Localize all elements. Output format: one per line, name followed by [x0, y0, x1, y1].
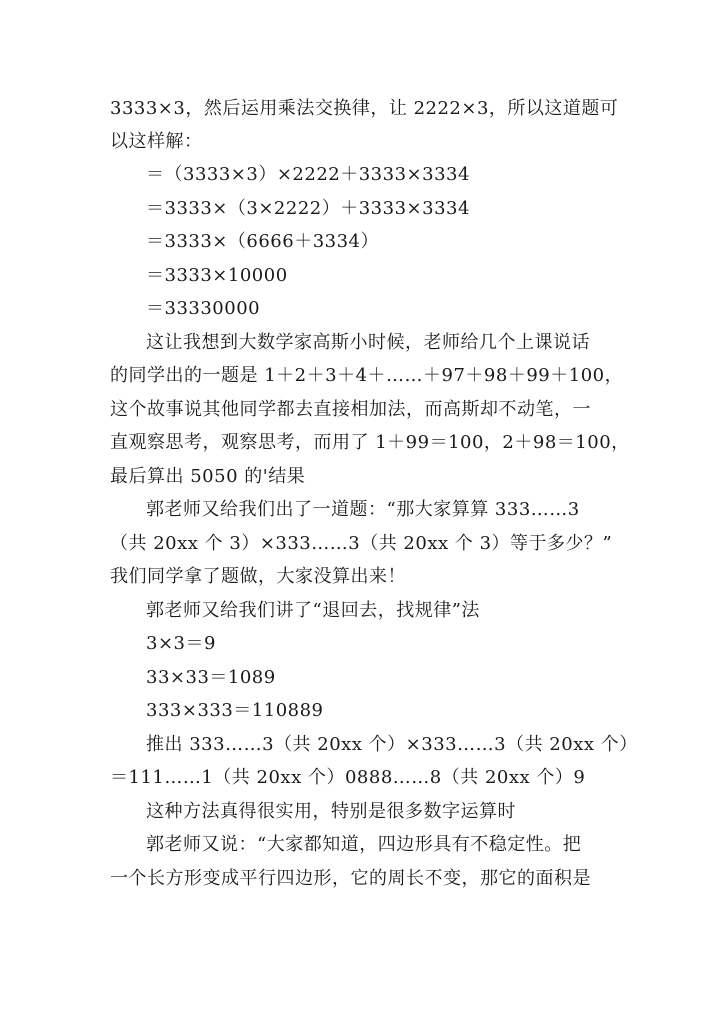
- text-line: 我们同学拿了题做，大家没算出来！: [110, 566, 406, 587]
- text-line: ＝111……1（共 20xx 个）0888……8（共 20xx 个）9: [110, 767, 586, 788]
- text-line: 这个故事说其他同学都去直接相加法，而高斯却不动笔，一: [110, 399, 591, 420]
- text-line: 这让我想到大数学家高斯小时候，老师给几个上课说话: [146, 332, 590, 353]
- text-line: 最后算出 5050 的'结果: [110, 466, 306, 487]
- text-line: 这种方法真得很实用，特别是很多数字运算时: [146, 801, 516, 822]
- equation-line: ＝33330000: [146, 298, 261, 319]
- text-line: 郭老师又给我们出了一道题：“那大家算算 333……3: [146, 499, 580, 520]
- equation-line: 33×33＝1089: [146, 667, 276, 688]
- equation-line: ＝（3333×3）×2222＋3333×3334: [146, 164, 470, 185]
- text-line: 的同学出的一题是 1＋2＋3＋4＋……＋97＋98＋99＋100，: [110, 365, 624, 386]
- text-line: 以这样解：: [110, 131, 203, 152]
- equation-line: 333×333＝110889: [146, 700, 324, 721]
- equation-line: 3×3＝9: [146, 633, 216, 654]
- equation-line: ＝3333×（6666＋3334）: [146, 231, 380, 252]
- text-line: 3333×3，然后运用乘法交换律，让 2222×3，所以这道题可: [110, 98, 619, 119]
- text-line: 推出 333……3（共 20xx 个）×333……3（共 20xx 个）: [146, 734, 638, 755]
- equation-line: ＝3333×（3×2222）＋3333×3334: [146, 198, 470, 219]
- text-line: （共 20xx 个 3）×333……3（共 20xx 个 3）等于多少？”: [110, 533, 613, 554]
- text-line: 郭老师又说：“大家都知道，四边形具有不稳定性。把: [146, 834, 582, 855]
- text-line: 郭老师又给我们讲了“退回去，找规律”法: [146, 600, 480, 621]
- text-line: 直观察思考，观察思考，而用了 1＋99＝100，2＋98＝100，: [110, 432, 630, 453]
- text-line: 一个长方形变成平行四边形，它的周长不变，那它的面积是: [110, 868, 591, 889]
- equation-line: ＝3333×10000: [146, 265, 288, 286]
